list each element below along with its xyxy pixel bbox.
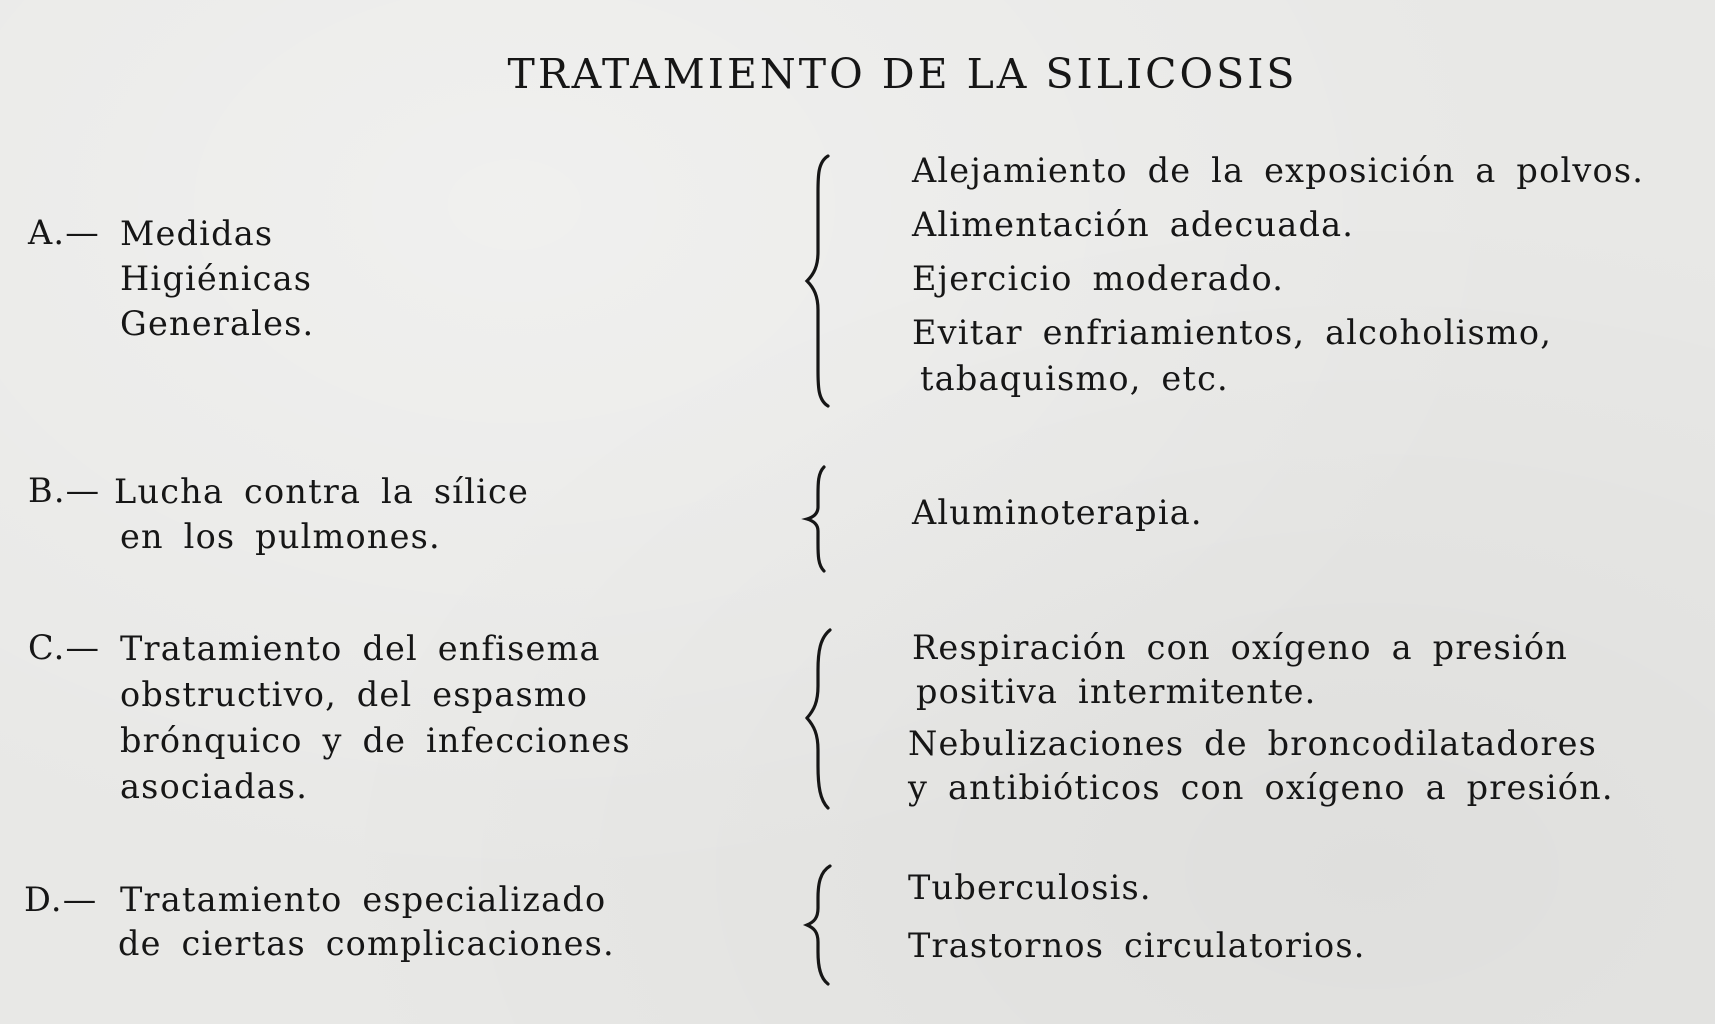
section-a-items [912,148,1644,402]
section-a-brace [800,152,840,410]
list-item [912,491,1203,535]
list-item-text: Alimentación adecuada. [912,205,1355,244]
section-b-title-line: Lucha contra la sílice [114,472,530,511]
list-item [908,722,1614,810]
section-d-title-line: Tratamiento especializado [120,880,607,919]
section-b-items [912,491,1203,535]
section-c-label: C.— [28,628,101,667]
section-d-title-line: de ciertas complicaciones. [118,924,615,963]
list-item-text: positiva intermitente. [916,672,1317,711]
section-b-brace [800,463,840,575]
section-a-title [120,211,314,346]
list-item-text: Evitar enfriamientos, alcoholismo, [912,313,1553,352]
section-d-title [120,878,615,966]
section-b-title-line: en los pulmones. [120,517,441,556]
list-item-text: Trastornos circulatorios. [908,926,1366,965]
section-c-items [908,626,1614,810]
section-d-label: D.— [24,880,98,919]
section-c-title-line: asociadas. [120,767,309,806]
section-c-brace [800,626,840,812]
list-item-text: Tuberculosis. [908,868,1152,907]
list-item [912,626,1614,714]
list-item-text: y antibióticos con oxígeno a presión. [908,768,1614,807]
section-c-title-line: Tratamiento del enfisema [120,629,601,668]
list-item-text: tabaquismo, etc. [920,359,1229,398]
list-item-text: Aluminoterapia. [912,493,1203,532]
section-d [0,868,1715,988]
page-title: TRATAMIENTO DE LA SILICOSIS [507,50,1298,98]
list-item [912,148,1644,194]
section-c [0,626,1715,816]
section-c-title-line: brónquico y de infecciones [120,721,631,760]
list-item-text: Ejercicio moderado. [912,259,1285,298]
list-item [908,924,1366,968]
section-c-title [120,626,631,810]
section-d-items [908,866,1366,968]
list-item-text: Respiración con oxígeno a presión [912,628,1569,667]
section-a [0,148,1715,408]
list-item [912,202,1644,248]
section-a-title-line: Higiénicas [120,259,313,298]
section-d-brace [800,862,840,988]
list-item [912,256,1644,302]
list-item-text: Alejamiento de la exposición a polvos. [912,151,1645,190]
list-item-text: Nebulizaciones de broncodilatadores [908,724,1598,763]
section-b-label: B.— [28,471,101,510]
section-b-title [114,469,529,559]
section-b [0,469,1715,579]
section-c-title-line: obstructivo, del espasmo [120,675,589,714]
section-a-title-line: Generales. [120,304,315,343]
section-a-label: A.— [28,213,100,252]
list-item [912,310,1644,402]
section-a-title-line: Medidas [120,214,274,253]
list-item [908,866,1366,910]
